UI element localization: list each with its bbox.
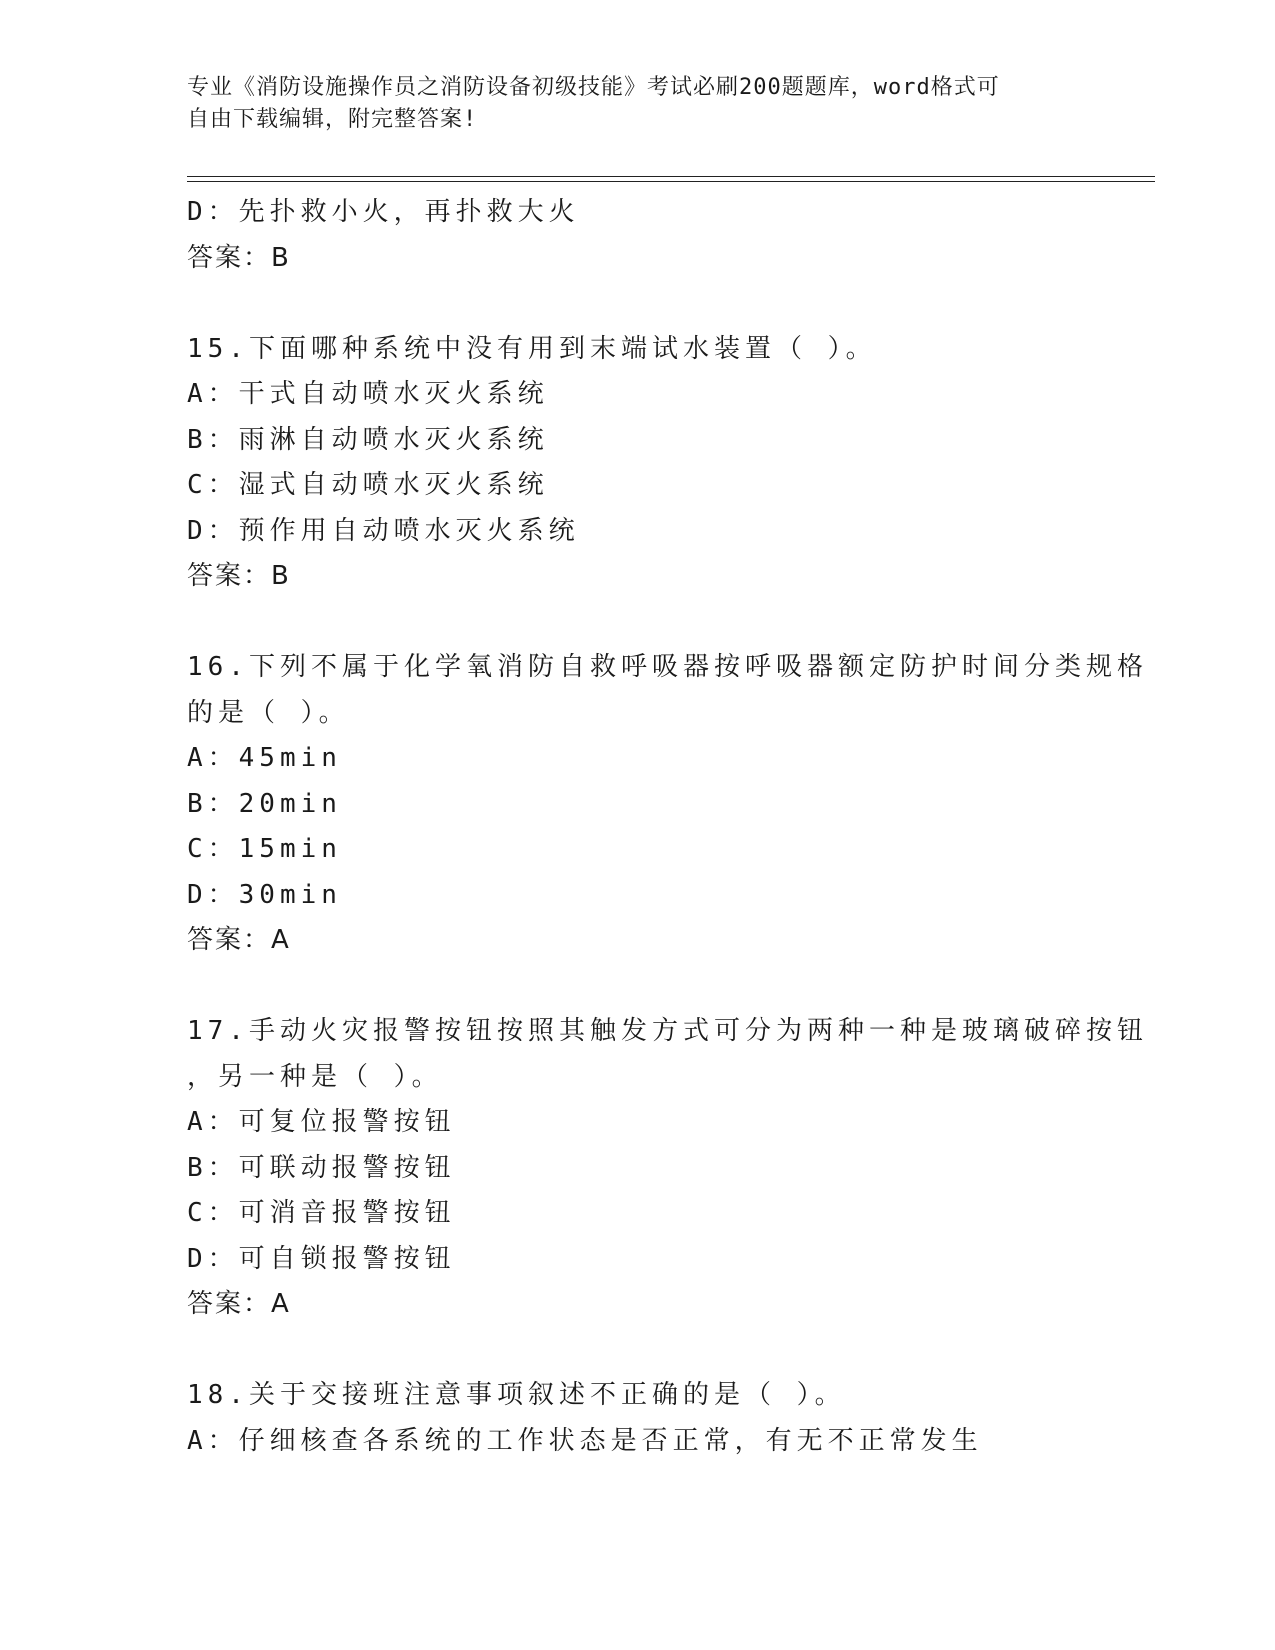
question-18 <box>187 1373 1087 1464</box>
header-line-1: 专业《消防设施操作员之消防设备初级技能》考试必刷200题题库，word格式可 <box>187 75 1000 100</box>
question-16 <box>187 645 1148 964</box>
question-list <box>187 190 1148 1464</box>
option-d: D：预作用自动喷水灭火系统 <box>187 515 580 546</box>
question-stem-line-1: 17.手动火灾报警按钮按照其触发方式可分为两种一种是玻璃破碎按钮 <box>187 1016 1148 1046</box>
answer: 答案：A <box>187 925 291 955</box>
option-c: C：湿式自动喷水灭火系统 <box>187 470 549 500</box>
question-14-tail <box>187 190 1087 281</box>
question-stem: 15.下面哪种系统中没有用到末端试水装置（ ）。 <box>187 333 877 364</box>
question-17 <box>187 1009 1148 1328</box>
document-header <box>187 72 1067 136</box>
header-divider-top <box>187 176 1155 177</box>
question-stem-line-1: 16.下列不属于化学氧消防自救呼吸器按呼吸器额定防护时间分类规格 <box>187 652 1148 682</box>
option-d: D：先扑救小火，再扑救大火 <box>187 197 580 227</box>
answer: 答案：B <box>187 242 291 273</box>
question-stem-line-2: ，另一种是（ ）。 <box>187 1061 443 1092</box>
option-a: A：可复位报警按钮 <box>187 1107 456 1137</box>
answer: 答案：B <box>187 561 291 591</box>
option-d: D：可自锁报警按钮 <box>187 1243 456 1274</box>
question-15 <box>187 327 1087 600</box>
question-stem-line-2: 的是（ ）。 <box>187 697 350 728</box>
option-a: A：45min <box>187 743 342 773</box>
option-b: B：可联动报警按钮 <box>187 1152 456 1183</box>
header-line-2: 自由下载编辑，附完整答案! <box>187 107 478 132</box>
header-divider-bottom <box>187 181 1155 182</box>
answer: 答案：A <box>187 1289 291 1319</box>
option-c: C：可消音报警按钮 <box>187 1198 456 1228</box>
option-d: D：30min <box>187 879 342 910</box>
option-a: A：干式自动喷水灭火系统 <box>187 379 549 409</box>
option-c: C：15min <box>187 834 342 864</box>
option-b: B：20min <box>187 788 342 819</box>
option-b: B：雨淋自动喷水灭火系统 <box>187 424 549 455</box>
question-stem: 18.关于交接班注意事项叙述不正确的是（ ）。 <box>187 1380 846 1410</box>
option-a: A：仔细核查各系统的工作状态是否正常，有无不正常发生 <box>187 1425 983 1456</box>
